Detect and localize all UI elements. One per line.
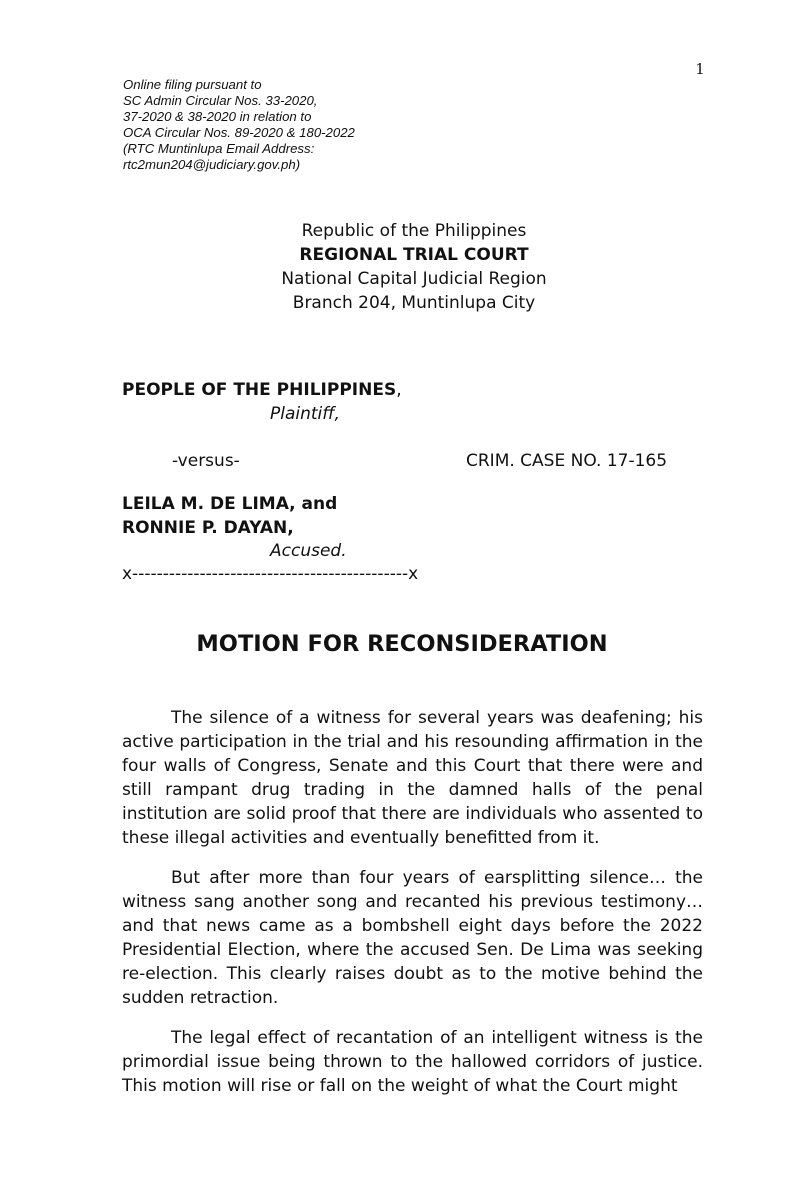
plaintiff-comma: , bbox=[396, 380, 402, 400]
filing-note-line: rtc2mun204@judiciary.gov.ph) bbox=[123, 157, 301, 172]
caption-separator: x---------------------------------------------x bbox=[122, 564, 419, 584]
filing-note-line: 37-2020 & 38-2020 in relation to bbox=[123, 109, 312, 124]
court-name: REGIONAL TRIAL COURT bbox=[299, 245, 529, 265]
court-branch: Branch 204, Muntinlupa City bbox=[292, 293, 536, 313]
plaintiff-name: PEOPLE OF THE PHILIPPINES bbox=[122, 380, 397, 400]
filing-note-line: SC Admin Circular Nos. 33-2020, bbox=[123, 93, 318, 108]
republic-line: Republic of the Philippines bbox=[301, 221, 527, 241]
accused-line-2: RONNIE P. DAYAN, bbox=[122, 518, 294, 538]
accused-line-1: LEILA M. DE LIMA, and bbox=[122, 494, 338, 514]
plaintiff-line bbox=[122, 378, 402, 402]
versus-label: -versus- bbox=[172, 451, 240, 471]
body-paragraph: But after more than four years of earsplitting silence… the witness sang another song and recanted his previous testimony… and that news came as a bombshell eight days before the 2022 Presidential Election, where the accused Sen. De Lima was seeking re-election. This clearly raises doubt as to the motive behind the sudden retraction. bbox=[122, 868, 703, 1008]
court-region: National Capital Judicial Region bbox=[281, 269, 547, 289]
plaintiff-role: Plaintiff, bbox=[270, 404, 340, 424]
document-title: MOTION FOR RECONSIDERATION bbox=[196, 631, 608, 657]
case-number: CRIM. CASE NO. 17-165 bbox=[466, 451, 668, 471]
court-header bbox=[200, 219, 628, 315]
page-number: 1 bbox=[695, 60, 705, 78]
filing-note-line: (RTC Muntinlupa Email Address: bbox=[123, 141, 315, 156]
accused-role: Accused. bbox=[270, 541, 347, 561]
body-paragraph: The legal effect of recantation of an intelligent witness is the primordial issue being thrown to the hallowed corridors of justice. This motion will rise or fall on the weight of what the Court might bbox=[122, 1028, 703, 1096]
filing-note bbox=[123, 77, 443, 173]
filing-note-line: OCA Circular Nos. 89-2020 & 180-2022 bbox=[123, 125, 355, 140]
filing-note-line: Online filing pursuant to bbox=[123, 77, 262, 92]
body-paragraph: The silence of a witness for several years was deafening; his active participation in the trial and his resounding affirmation in the four walls of Congress, Senate and this Court that there were and still rampant drug trading in the damned halls of the penal institution are solid proof that there are individuals who assented to these illegal activities and eventually benefitted from it. bbox=[122, 708, 703, 848]
